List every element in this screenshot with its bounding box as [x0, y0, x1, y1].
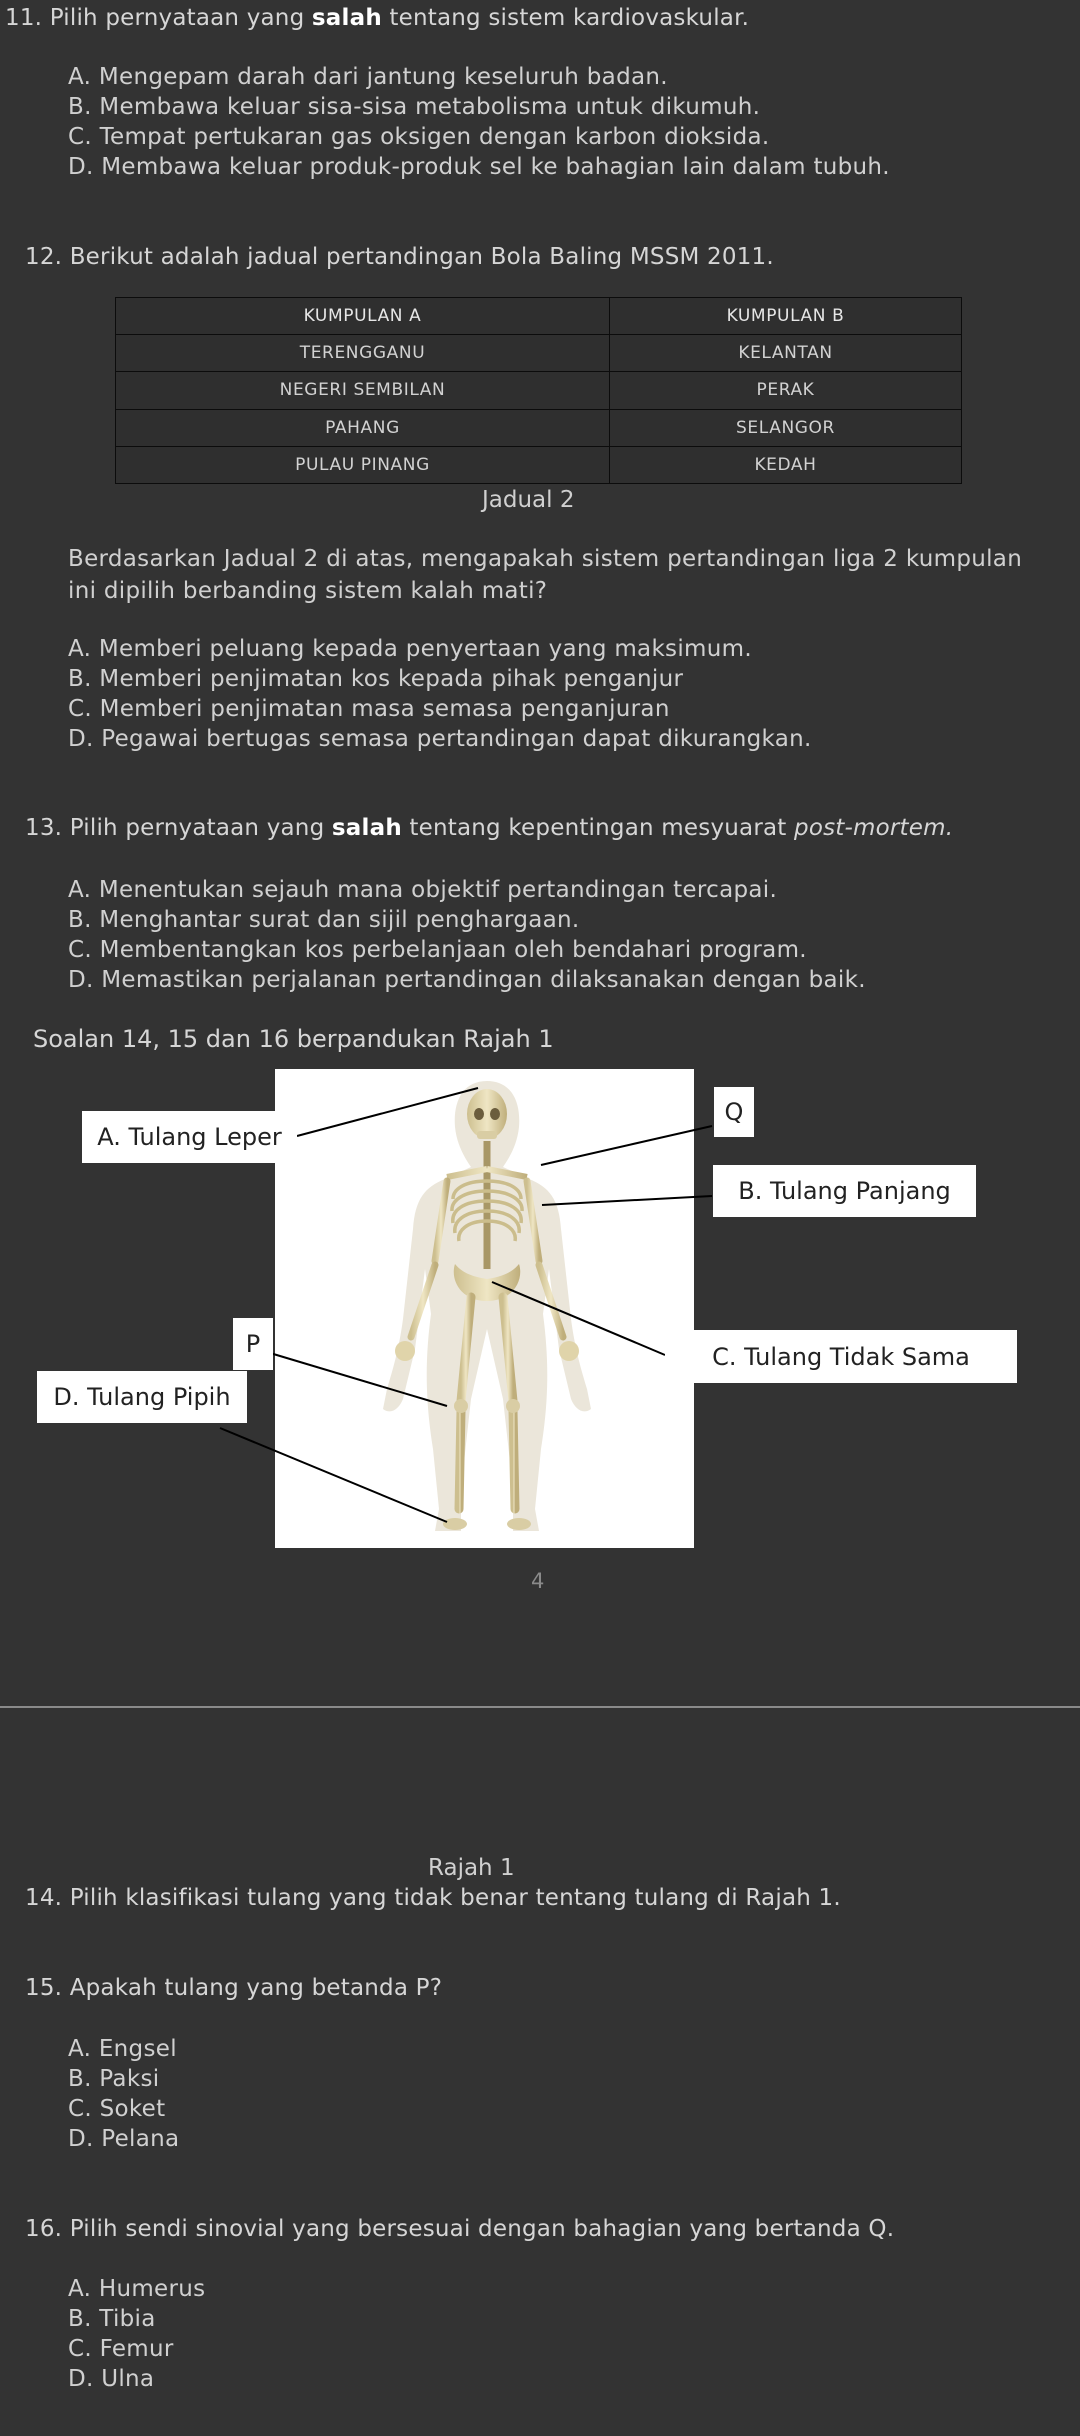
table-cell: TERENGGANU — [116, 335, 610, 372]
table-header-cell: KUMPULAN B — [609, 298, 961, 335]
question-12-option-c[interactable]: C. Memberi penjimatan masa semasa penganjuran — [68, 696, 670, 722]
question-15 — [25, 1975, 442, 2001]
question-13-option-d[interactable]: D. Memastikan perjalanan pertandingan dilaksanakan dengan baik. — [68, 967, 866, 993]
question-13-option-c[interactable]: C. Membentangkan kos perbelanjaan oleh bendahari program. — [68, 937, 807, 963]
question-12-number: 12. — [25, 244, 63, 270]
table-row — [116, 409, 962, 446]
table-cell: PERAK — [609, 372, 961, 409]
question-13-italic-term: post-mortem. — [794, 815, 954, 841]
question-13-text-mid: tentang kepentingan mesyuarat — [401, 815, 795, 841]
question-13-text-pre: Pilih pernyataan yang — [69, 815, 332, 841]
page-number: 4 — [531, 1569, 545, 1593]
question-15-number: 15. — [25, 1975, 63, 2001]
fixture-table — [115, 297, 962, 484]
question-16-text: Pilih sendi sinovial yang bersesuai dengan bahagian yang bertanda Q. — [69, 2216, 895, 2242]
label-tulang-tidak-sama: C. Tulang Tidak Sama — [665, 1330, 1017, 1383]
question-13-option-b[interactable]: B. Menghantar surat dan sijil penghargaan. — [68, 907, 580, 933]
question-12-option-d[interactable]: D. Pegawai bertugas semasa pertandingan dapat dikurangkan. — [68, 726, 812, 752]
question-12-stem-line-2: ini dipilih berbanding sistem kalah mati? — [68, 578, 548, 604]
question-15-options — [68, 2034, 179, 2154]
question-14 — [25, 1885, 841, 1911]
question-11-option-c[interactable]: C. Tempat pertukaran gas oksigen dengan karbon dioksida. — [68, 124, 770, 150]
table-cell: SELANGOR — [609, 409, 961, 446]
question-11-option-d[interactable]: D. Membawa keluar produk-produk sel ke bahagian lain dalam tubuh. — [68, 154, 890, 180]
question-11-bold-word: salah — [311, 5, 382, 31]
question-15-text: Apakah tulang yang betanda P? — [69, 1975, 443, 2001]
question-16-option-b[interactable]: B. Tibia — [68, 2306, 156, 2332]
question-13-options — [68, 875, 866, 995]
question-13-number: 13. — [25, 815, 63, 841]
question-14-number: 14. — [25, 1885, 63, 1911]
question-12 — [25, 244, 774, 270]
question-11-option-b[interactable]: B. Membawa keluar sisa-sisa metabolisma untuk dikumuh. — [68, 94, 761, 120]
table-cell: PULAU PINANG — [116, 446, 610, 483]
question-15-option-d[interactable]: D. Pelana — [68, 2126, 180, 2152]
table-row — [116, 372, 962, 409]
question-16-option-a[interactable]: A. Humerus — [68, 2276, 206, 2302]
figure-caption: Rajah 1 — [428, 1855, 515, 1881]
table-cell: PAHANG — [116, 409, 610, 446]
question-16-option-d[interactable]: D. Ulna — [68, 2366, 155, 2392]
question-13-bold-word: salah — [331, 815, 402, 841]
label-tulang-leper: A. Tulang Leper — [82, 1111, 297, 1163]
question-16-number: 16. — [25, 2216, 63, 2242]
question-11-number: 11. — [5, 5, 43, 31]
question-16-option-c[interactable]: C. Femur — [68, 2336, 174, 2362]
question-16-options — [68, 2274, 205, 2394]
page-divider — [0, 1706, 1080, 1708]
table-row — [116, 446, 962, 483]
question-13 — [25, 815, 953, 841]
question-15-option-b[interactable]: B. Paksi — [68, 2066, 160, 2092]
question-11-text-pre: Pilih pernyataan yang — [49, 5, 312, 31]
table-header-row — [116, 298, 962, 335]
question-11-options — [68, 62, 890, 182]
label-p: P — [233, 1318, 273, 1370]
table-caption: Jadual 2 — [482, 487, 575, 513]
label-q: Q — [714, 1087, 754, 1137]
question-11 — [5, 5, 749, 31]
table-cell: KELANTAN — [609, 335, 961, 372]
question-12-text: Berikut adalah jadual pertandingan Bola Baling MSSM 2011. — [69, 244, 774, 270]
question-15-option-a[interactable]: A. Engsel — [68, 2036, 177, 2062]
question-12-option-a[interactable]: A. Memberi peluang kepada penyertaan yang maksimum. — [68, 636, 752, 662]
question-16 — [25, 2216, 894, 2242]
table-cell: NEGERI SEMBILAN — [116, 372, 610, 409]
question-12-options — [68, 634, 812, 754]
question-12-stem-line-1: Berdasarkan Jadual 2 di atas, mengapakah sistem pertandingan liga 2 kumpulan — [68, 546, 1023, 572]
label-tulang-pipih: D. Tulang Pipih — [37, 1371, 247, 1423]
question-11-option-a[interactable]: A. Mengepam darah dari jantung keseluruh badan. — [68, 64, 668, 90]
table-header-cell: KUMPULAN A — [116, 298, 610, 335]
question-11-text-post: tentang sistem kardiovaskular. — [381, 5, 750, 31]
table-cell: KEDAH — [609, 446, 961, 483]
question-15-option-c[interactable]: C. Soket — [68, 2096, 166, 2122]
question-14-text: Pilih klasifikasi tulang yang tidak benar tentang tulang di Rajah 1. — [69, 1885, 841, 1911]
table-row — [116, 335, 962, 372]
figure-intro: Soalan 14, 15 dan 16 berpandukan Rajah 1 — [33, 1025, 554, 1053]
label-tulang-panjang: B. Tulang Panjang — [713, 1165, 976, 1217]
question-12-option-b[interactable]: B. Memberi penjimatan kos kepada pihak penganjur — [68, 666, 684, 692]
question-13-option-a[interactable]: A. Menentukan sejauh mana objektif pertandingan tercapai. — [68, 877, 778, 903]
